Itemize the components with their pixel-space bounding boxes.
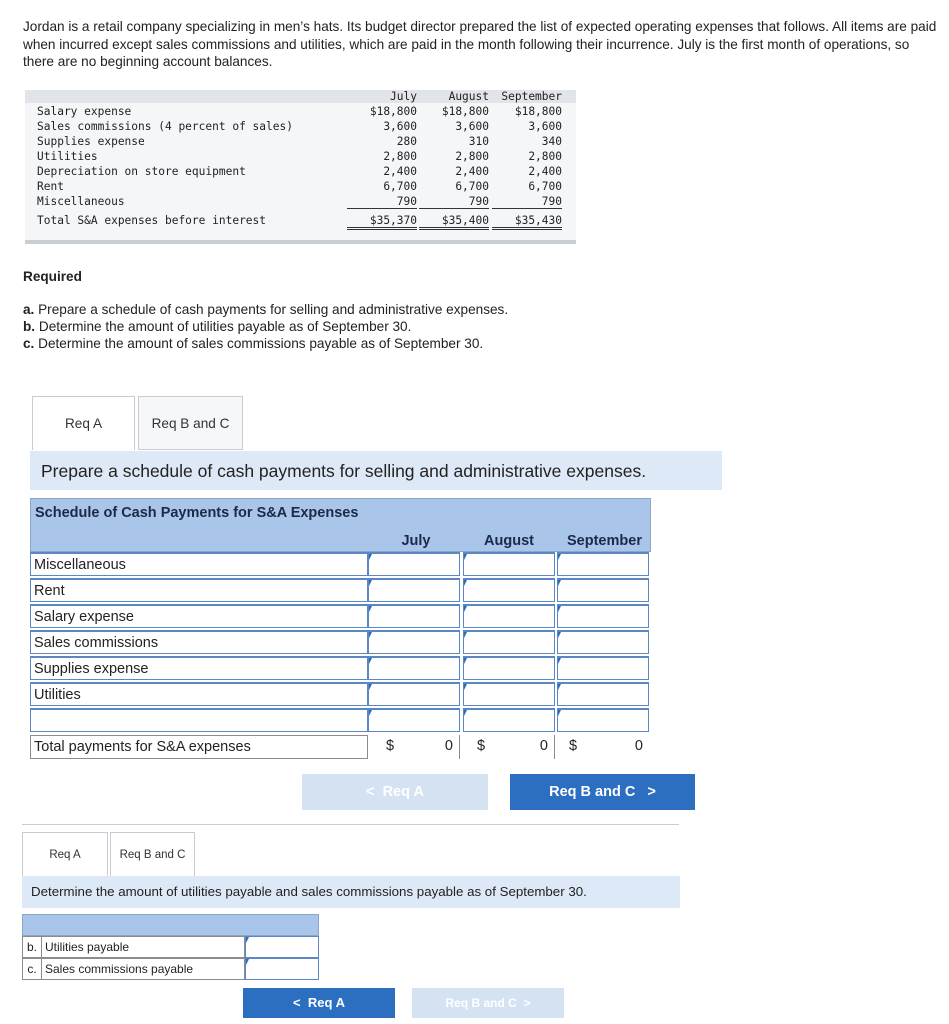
required-heading: Required <box>23 269 82 284</box>
next-button-bottom-disabled <box>412 988 564 1018</box>
total-september <box>557 735 649 759</box>
schedule-total-row <box>30 735 651 761</box>
prev-button-bottom[interactable] <box>243 988 395 1018</box>
expense-table <box>25 90 576 244</box>
expense-value: 310 <box>468 135 489 148</box>
input-july[interactable] <box>368 578 460 602</box>
expense-value: 2,400 <box>528 165 562 178</box>
expense-row <box>25 105 576 120</box>
schedule-row <box>30 630 651 656</box>
schedule-col-july: July <box>401 533 431 549</box>
expense-label: Sales commissions (4 percent of sales) <box>37 120 293 133</box>
schedule-row <box>30 682 651 708</box>
required-item-key: c. <box>23 336 35 351</box>
schedule-row-blank <box>30 708 651 734</box>
payables-row <box>22 936 319 958</box>
payables-key: b. <box>22 936 42 958</box>
input-august[interactable] <box>463 630 555 654</box>
schedule-title: Schedule of Cash Payments for S&A Expenses <box>35 505 359 521</box>
expense-total-value: $35,430 <box>492 214 562 230</box>
required-item-text: Determine the amount of sales commissions payable as of September 30. <box>34 336 484 351</box>
col-august: August <box>448 90 489 103</box>
schedule-row-label: Supplies expense <box>30 656 368 680</box>
input-september[interactable] <box>557 630 649 654</box>
utilities-payable-input[interactable] <box>245 936 319 958</box>
expense-total-label: Total S&A expenses before interest <box>37 214 267 227</box>
expense-row <box>25 135 576 150</box>
schedule-row-label: Rent <box>30 578 368 602</box>
expense-value: 3,600 <box>455 120 489 133</box>
input-august[interactable] <box>463 578 555 602</box>
input-september[interactable] <box>557 682 649 706</box>
problem-intro: Jordan is a retail company specializing in men’s hats. Its budget director prepared the list of expected operating expenses that follows. All items are paid when incurred except sales commissions and utilities, which are paid in the month following their incurrence. July is the first month of operations, so there are no beginning account balances. <box>23 19 937 69</box>
payables-label: Utilities payable <box>42 936 245 958</box>
payables-key: c. <box>22 958 42 980</box>
input-july[interactable] <box>368 604 460 628</box>
expense-total-value: $35,400 <box>419 214 489 230</box>
input-august[interactable] <box>463 656 555 680</box>
required-list <box>23 301 508 352</box>
expense-value: 6,700 <box>383 180 417 193</box>
input-august[interactable] <box>463 682 555 706</box>
input-september[interactable] <box>557 578 649 602</box>
expense-header-row <box>25 90 576 105</box>
next-button-label: Req B and C <box>445 996 517 1010</box>
chevron-left-icon: < <box>293 995 301 1010</box>
payables-header <box>22 914 319 936</box>
expense-value: 2,800 <box>383 150 417 163</box>
expense-total-value: $35,370 <box>347 214 417 230</box>
expense-value: $18,800 <box>369 105 417 118</box>
input-july[interactable] <box>368 682 460 706</box>
schedule-row <box>30 578 651 604</box>
expense-value: 6,700 <box>455 180 489 193</box>
payables-label: Sales commissions payable <box>42 958 245 980</box>
expense-row <box>25 180 576 195</box>
currency-symbol: $ <box>477 738 486 754</box>
col-september: September <box>501 90 562 103</box>
schedule-row-label: Utilities <box>30 682 368 706</box>
prev-button-label: Req A <box>307 995 345 1010</box>
expense-value: 3,600 <box>383 120 417 133</box>
tab-req-b-and-c-bottom[interactable]: Req B and C <box>110 832 195 876</box>
expense-value: 790 <box>419 195 489 209</box>
tab-req-a-bottom[interactable]: Req A <box>22 832 108 876</box>
expense-value: 6,700 <box>528 180 562 193</box>
col-july: July <box>390 90 417 103</box>
required-item-key: a. <box>23 302 35 317</box>
next-button-label: Req B and C <box>549 784 636 800</box>
chevron-right-icon: > <box>523 996 531 1010</box>
currency-symbol: $ <box>569 738 578 754</box>
input-september[interactable] <box>557 604 649 628</box>
chevron-left-icon: < <box>366 784 375 800</box>
required-item-text: Prepare a schedule of cash payments for selling and administrative expenses. <box>34 302 509 317</box>
schedule-col-september: September <box>567 533 642 549</box>
prev-button-label: Req A <box>382 784 424 800</box>
expense-value: $18,800 <box>514 105 562 118</box>
expense-row <box>25 120 576 135</box>
expense-label: Depreciation on store equipment <box>37 165 246 178</box>
total-value: 0 <box>444 738 453 754</box>
expense-row <box>25 195 576 210</box>
input-september[interactable] <box>557 552 649 576</box>
schedule-row <box>30 552 651 578</box>
total-value: 0 <box>634 738 643 754</box>
expense-row <box>25 165 576 180</box>
input-july[interactable] <box>368 630 460 654</box>
expense-value: 2,800 <box>455 150 489 163</box>
chevron-right-icon: > <box>647 784 656 800</box>
expense-total-row <box>25 214 576 229</box>
next-button[interactable] <box>510 774 695 810</box>
schedule-table <box>30 498 651 765</box>
input-july[interactable] <box>368 708 460 732</box>
expense-label: Salary expense <box>37 105 132 118</box>
expense-value: 280 <box>396 135 417 148</box>
expense-row <box>25 150 576 165</box>
input-august[interactable] <box>463 708 555 732</box>
expense-label: Miscellaneous <box>37 195 125 208</box>
schedule-row <box>30 604 651 630</box>
expense-label: Rent <box>37 180 64 193</box>
schedule-header <box>30 498 651 552</box>
input-august[interactable] <box>463 604 555 628</box>
input-july[interactable] <box>368 656 460 680</box>
expense-value: 2,800 <box>528 150 562 163</box>
required-item <box>23 318 508 335</box>
sales-commissions-payable-input[interactable] <box>245 958 319 980</box>
instruction-req-a: Prepare a schedule of cash payments for selling and administrative expenses. <box>30 451 722 490</box>
schedule-row-label: Sales commissions <box>30 630 368 654</box>
total-value: 0 <box>539 738 548 754</box>
schedule-row-label: Salary expense <box>30 604 368 628</box>
expense-value: 3,600 <box>528 120 562 133</box>
required-item <box>23 301 508 318</box>
total-august <box>463 735 555 759</box>
expense-value: 2,400 <box>455 165 489 178</box>
currency-symbol: $ <box>386 738 395 754</box>
expense-value: 790 <box>347 195 417 209</box>
expense-value: 790 <box>492 195 562 209</box>
schedule-row-label: Miscellaneous <box>30 552 368 576</box>
expense-label: Supplies expense <box>37 135 145 148</box>
required-item-text: Determine the amount of utilities payable as of September 30. <box>35 319 412 334</box>
payables-row <box>22 958 319 980</box>
schedule-total-label: Total payments for S&A expenses <box>30 735 368 759</box>
total-july <box>368 735 460 759</box>
expense-value: 340 <box>541 135 562 148</box>
required-item <box>23 335 508 352</box>
input-july[interactable] <box>368 552 460 576</box>
schedule-row <box>30 656 651 682</box>
schedule-col-august: August <box>484 533 534 549</box>
prev-button-disabled <box>302 774 488 810</box>
instruction-req-bc: Determine the amount of utilities payable and sales commissions payable as of September 30. <box>22 876 680 908</box>
input-august[interactable] <box>463 552 555 576</box>
schedule-row-label-input[interactable] <box>30 708 368 732</box>
expense-value: $18,800 <box>441 105 489 118</box>
required-item-key: b. <box>23 319 36 334</box>
section-divider <box>22 824 679 825</box>
tab-req-a[interactable]: Req A <box>32 396 135 450</box>
tab-req-b-and-c[interactable]: Req B and C <box>138 396 243 450</box>
expense-label: Utilities <box>37 150 98 163</box>
expense-value: 2,400 <box>383 165 417 178</box>
input-september[interactable] <box>557 656 649 680</box>
input-september[interactable] <box>557 708 649 732</box>
